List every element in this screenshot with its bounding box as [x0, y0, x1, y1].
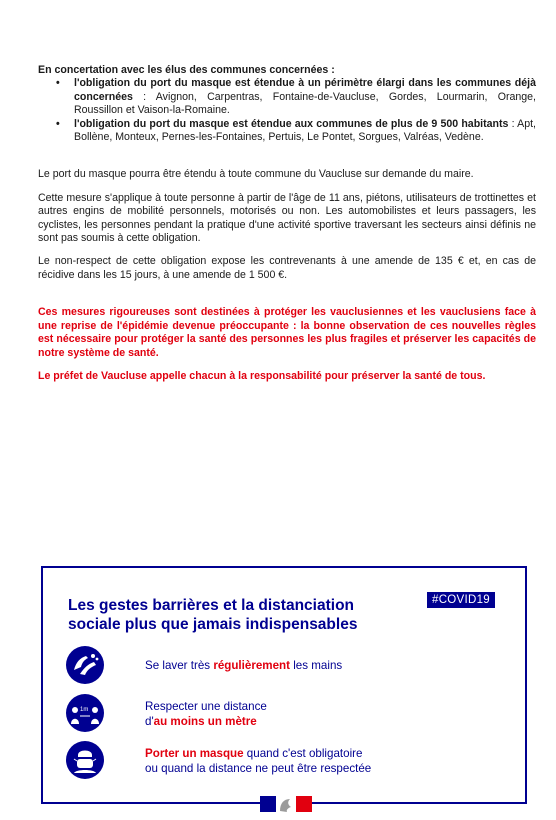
panel-title-line-2: sociale plus que jamais indispensables: [68, 616, 358, 633]
wash-hands-text: Se laver très régulièrement les mains: [145, 659, 343, 672]
scope-paragraph: Cette mesure s'applique à toute personne à partir de l'âge de 11 ans, piétons, utilisateurs de trottinettes et autres engins de mobilité personnels, motorisés ou non. Les automobilistes et leurs passagers, les cyclistes, les personnes pendant la pratique d'une activité sportive traversant les secteurs ainsi définis ne sont pas soumis à cette obligation.: [38, 191, 536, 245]
panel-title-line-1: Les gestes barrières et la distanciation: [68, 597, 355, 614]
hand-washing-icon: [66, 646, 104, 684]
appeal-paragraph: Le préfet de Vaucluse appelle chacun à la responsabilité pour préserver la santé de tous.: [38, 369, 486, 382]
warning-paragraph: Ces mesures rigoureuses sont destinées à protéger les vauclusiennes et les vauclusiens face à une reprise de l'épidémie devenue préoccupante : la bonne observation de ces nouvelles règles est nécessaire pour protéger la santé des personnes les plus fragiles et préserver les capacités de notre système de santé.: [38, 306, 536, 359]
document-body: [38, 64, 536, 383]
covid19-hashtag: #COVID19: [427, 592, 495, 608]
measure-1-bold: l'obligation du port du masque est étendue à un périmètre élargi dans les communes déjà concernées: [74, 77, 536, 103]
distance-icon-label: 1m: [80, 707, 89, 713]
distance-text: Respecter une distance d'au moins un mètre: [145, 700, 267, 728]
list-item: [38, 118, 536, 145]
bullet-marker: •: [56, 117, 60, 130]
gesture-row-wash-hands: [66, 646, 506, 686]
list-item: [38, 77, 536, 117]
fine-paragraph: Le non-respect de cette obligation expose les contrevenants à une amende de 135 € et, en cas de récidive dans les 15 jours, à une amende de 1 500 €.: [38, 255, 536, 281]
extension-paragraph: Le port du masque pourra être étendu à toute commune du Vaucluse sur demande du maire.: [38, 168, 474, 181]
distance-icon: [66, 694, 104, 732]
mask-icon: [66, 741, 104, 779]
measure-1-text: : Avignon, Carpentras, Fontaine-de-Vaucluse, Gordes, Lourmarin, Orange, Roussillon et Vaison-la-Romaine.: [74, 90, 536, 117]
panel-title: [68, 596, 408, 634]
marianne-logo: [260, 793, 312, 815]
bullet-marker: •: [56, 77, 60, 90]
gesture-row-distance: [66, 694, 506, 734]
mask-text: Porter un masque quand c'est obligatoire ou quand la distance ne peut être respectée: [145, 747, 372, 775]
measure-2-bold: l'obligation du port du masque est étendue aux communes de plus de 9 500 habitants: [74, 117, 509, 130]
gesture-row-mask: [66, 741, 506, 781]
barrier-gestures-panel: [41, 566, 527, 804]
measures-list: [38, 77, 536, 144]
concertation-intro: En concertation avec les élus des communes concernées :: [38, 64, 335, 76]
measure-2-text: : Apt, Bollène, Monteux, Pernes-les-Fontaines, Pertuis, Le Pontet, Sorgues, Valréas, Vedène.: [74, 117, 536, 144]
